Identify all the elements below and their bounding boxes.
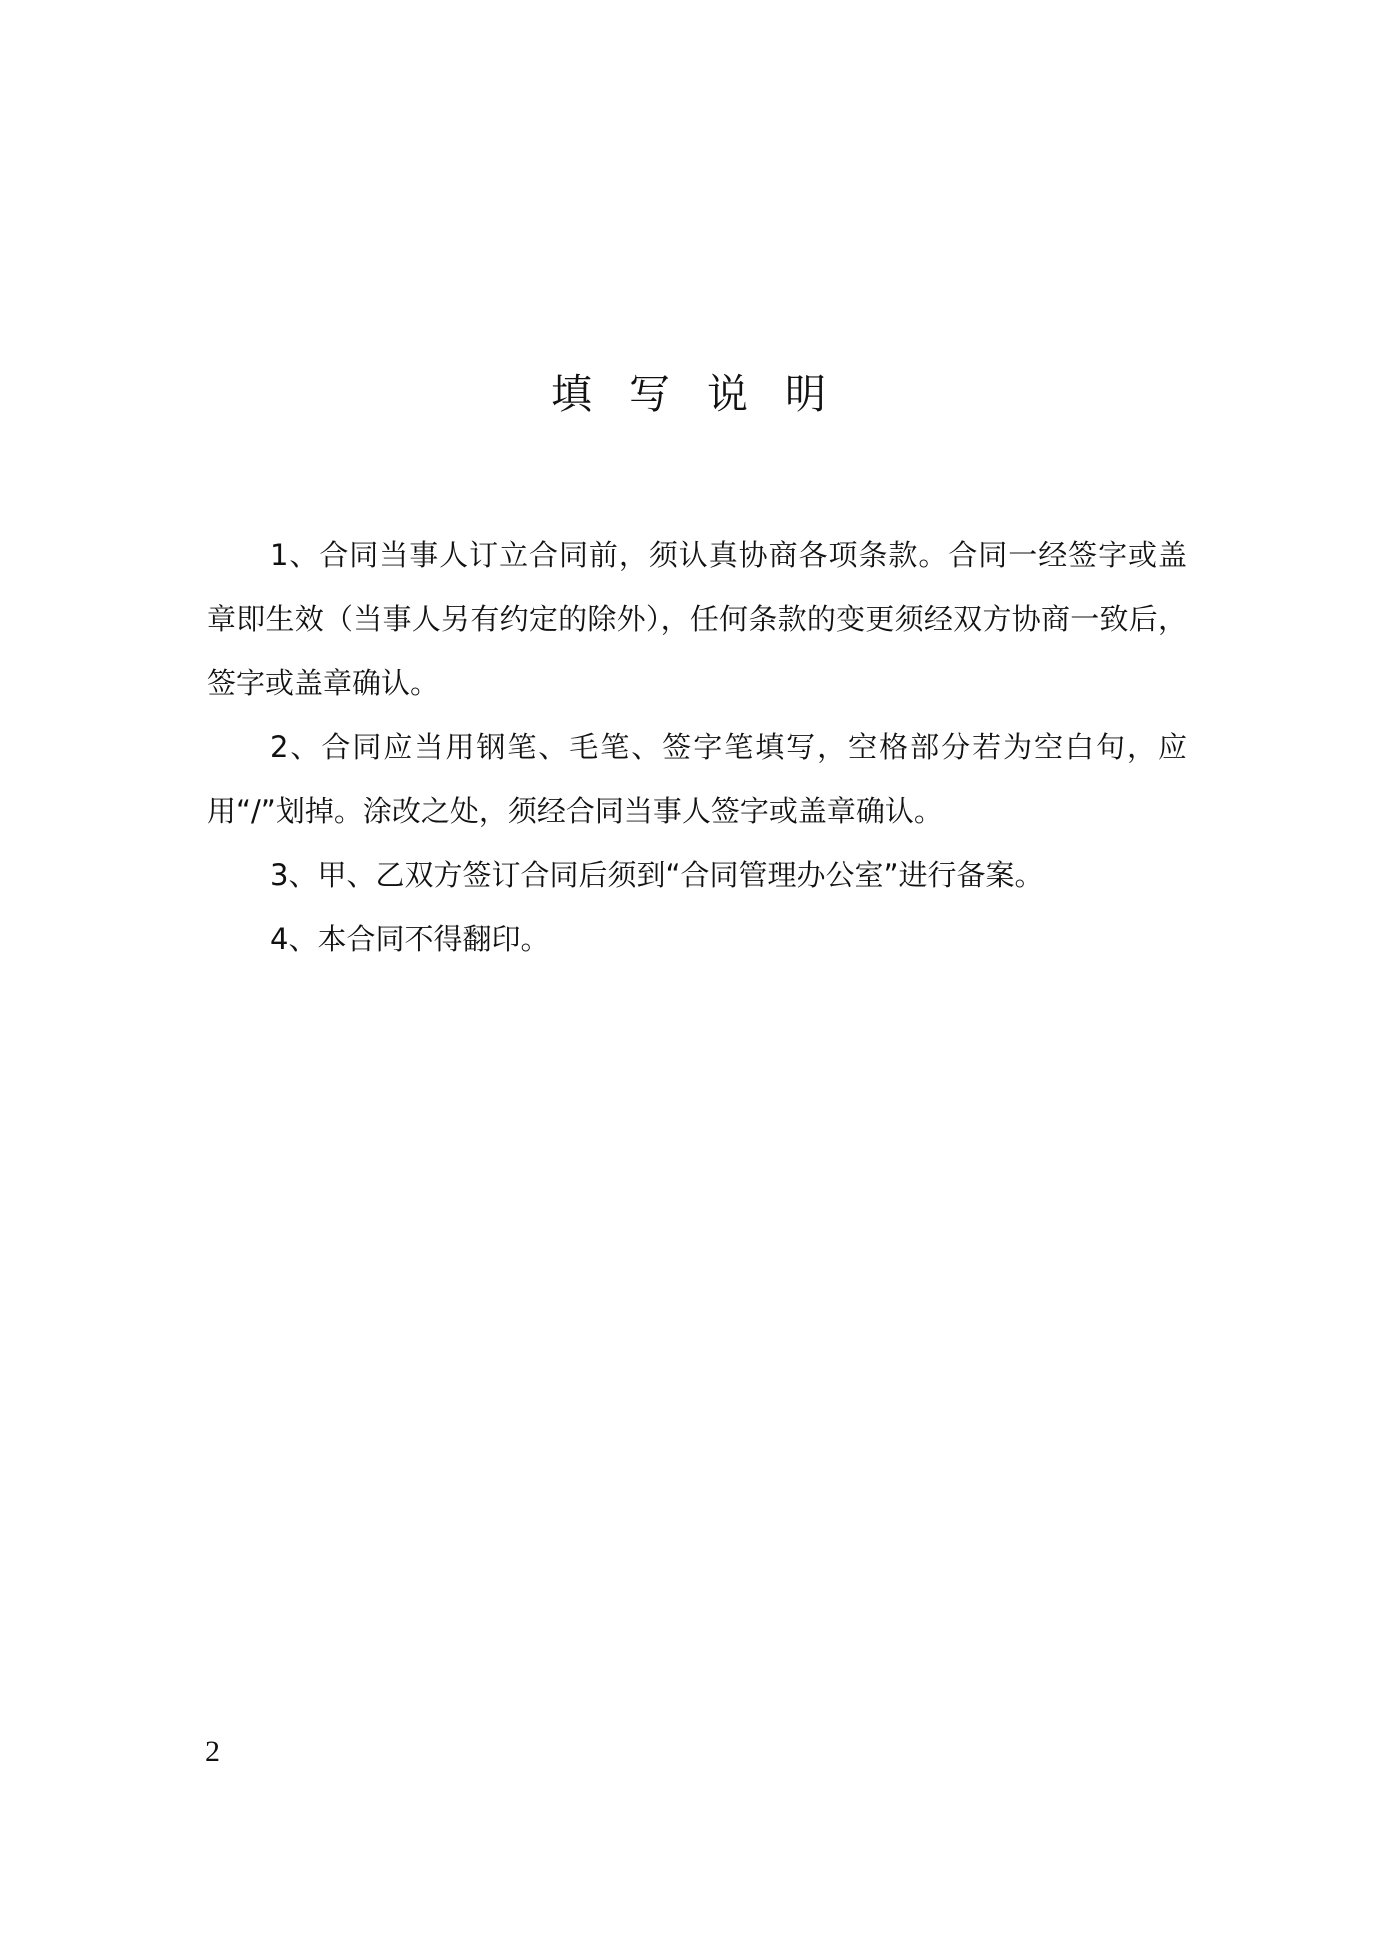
- page-number: 2: [205, 1735, 220, 1768]
- instruction-paragraph-2: 2、合同应当用钢笔、毛笔、签字笔填写，空格部分若为空白句，应用“/”划掉。涂改之处，须经合同当事人签字或盖章确认。: [207, 730, 1187, 828]
- page-title: 填写说明: [551, 370, 863, 418]
- instruction-paragraph-4: 4、本合同不得翻印。: [270, 922, 550, 956]
- instruction-paragraph-1: 1、合同当事人订立合同前，须认真协商各项条款。合同一经签字或盖章即生效（当事人另有约定的除外），任何条款的变更须经双方协商一致后，签字或盖章确认。: [207, 538, 1187, 700]
- instructions-body: [207, 523, 1187, 971]
- instruction-paragraph-3: 3、甲、乙双方签订合同后须到“合同管理办公室”进行备案。: [270, 858, 1044, 892]
